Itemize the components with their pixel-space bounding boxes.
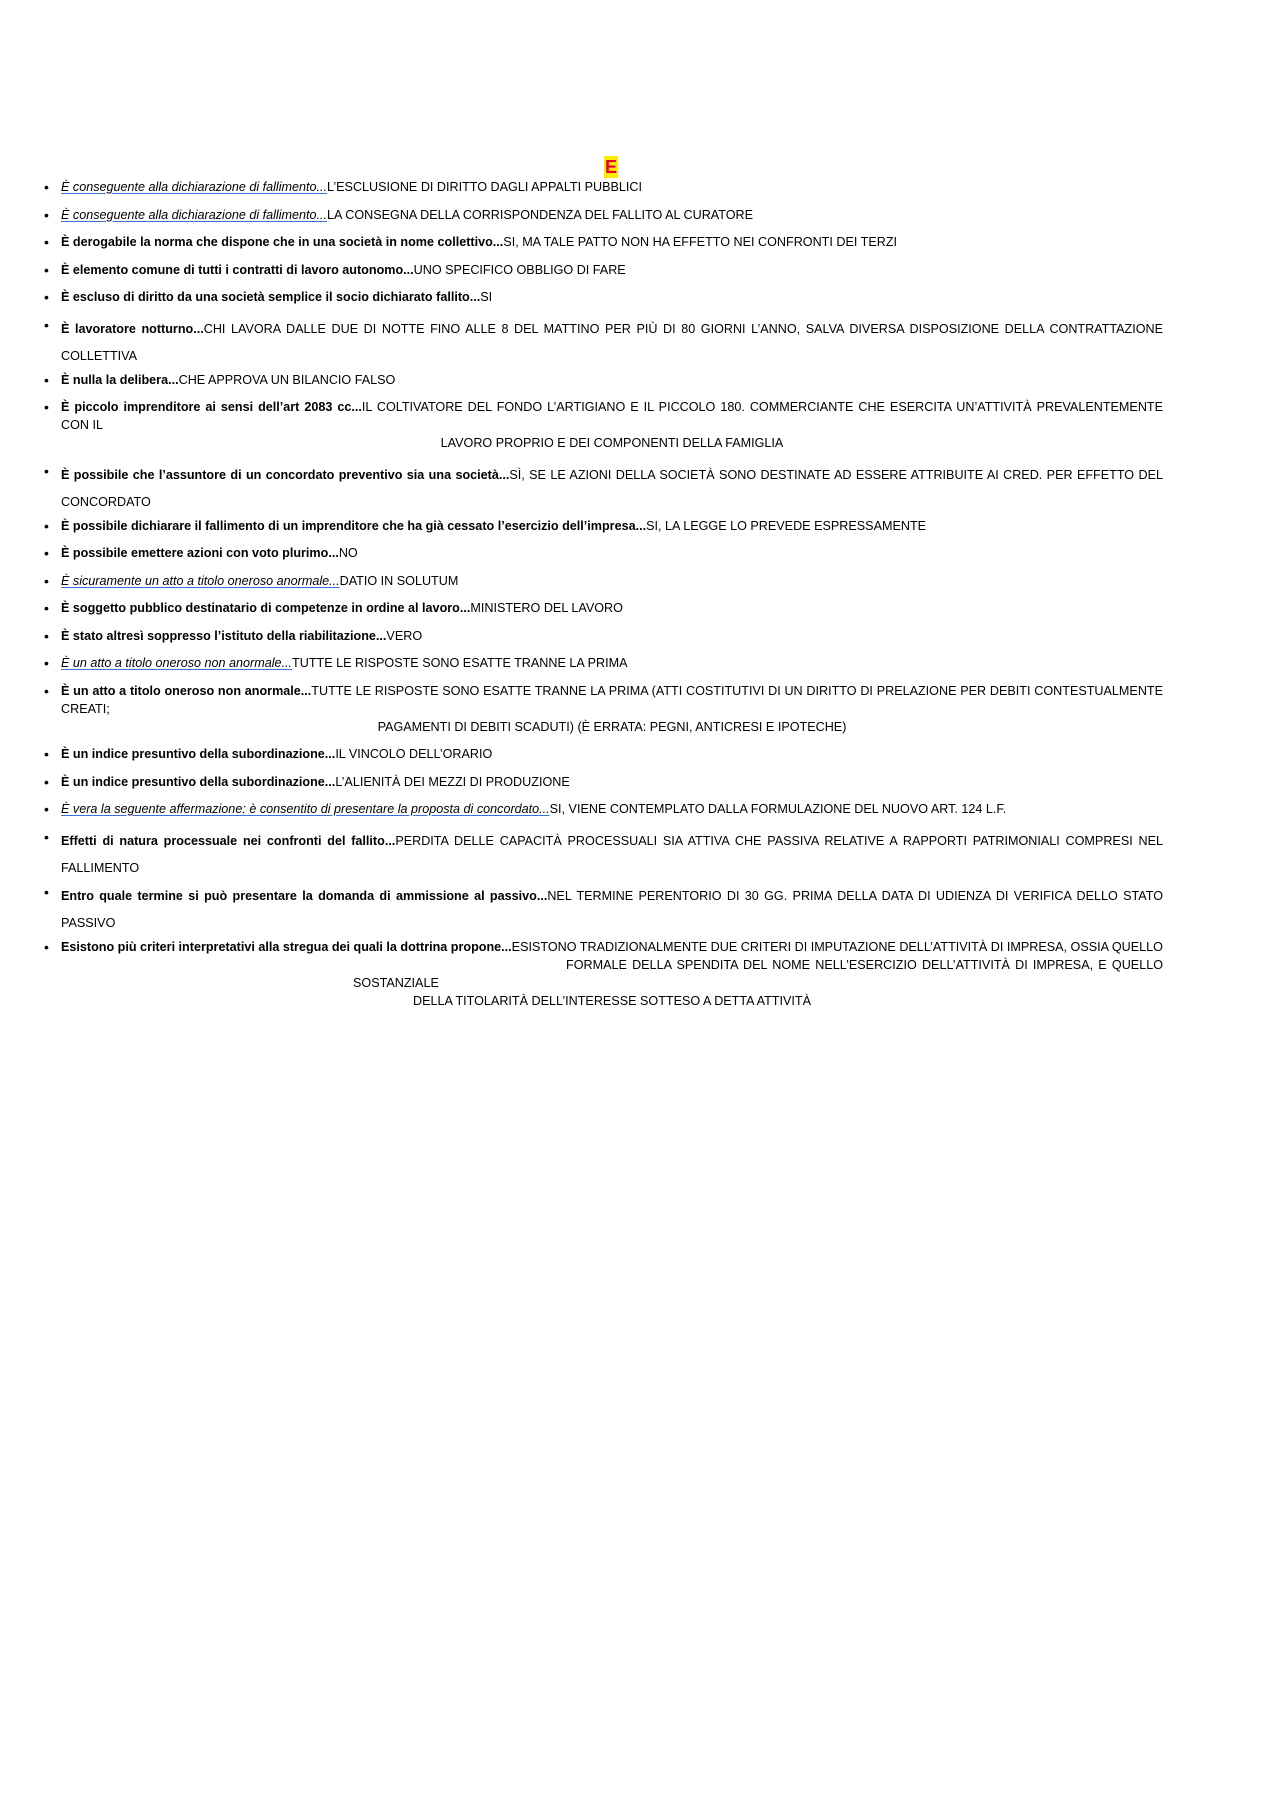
answer-text: CHE APPROVA UN BILANCIO FALSO [178,372,396,387]
question-text: È un indice presuntivo della subordinazione... [61,774,336,789]
bullet-icon: • [44,773,49,790]
list-item [0,261,1280,279]
question-text: È possibile emettere azioni con voto plurimo... [61,546,339,560]
list-item [0,462,1280,517]
list-item [0,800,1280,818]
question-text: Esistono più criteri interpretativi alla stregua dei quali la dottrina propone... [61,939,512,954]
question-text: È derogabile la norma che dispone che in una società in nome collettivo... [61,235,504,249]
answer-text: L’ESCLUSIONE DI DIRITTO DAGLI APPALTI PUBBLICI [327,180,642,194]
question-text: È vera la seguente affermazione: è consentito di presentare la proposta di concordato... [61,802,550,816]
list-item [0,938,1280,1010]
answer-text: VERO [386,628,423,643]
answer-text: MINISTERO DEL LAVORO [470,601,623,615]
question-text: Entro quale termine si può presentare la domanda di ammissione al passivo... [61,888,548,903]
answer-text: SI, MA TALE PATTO NON HA EFFETTO NEI CONFRONTI DEI TERZI [503,235,898,249]
answer-text: SÌ, SE LE AZIONI DELLA SOCIETÀ SONO DESTINATE AD ESSERE ATTRIBUITE AI CRED. PER EFFETTO DEL CONCORDATO [61,467,1163,509]
answer-text: NO [338,546,358,560]
bullet-icon: • [44,206,49,223]
section-letter: E [604,157,617,177]
bullet-icon: • [44,179,49,195]
list-item [0,745,1280,763]
list-item [0,572,1280,590]
answer-text: NEL TERMINE PERENTORIO DI 30 GG. PRIMA DELLA DATA DI UDIENZA DI VERIFICA DELLO STATO PASSIVO [61,888,1163,930]
bullet-icon: • [44,938,49,955]
list-item [0,883,1280,938]
answer-text: DATIO IN SOLUTUM [339,573,459,588]
bullet-icon: • [44,545,49,561]
question-text: È soggetto pubblico destinatario di competenze in ordine al lavoro... [61,601,471,615]
bullet-icon: • [44,655,49,671]
question-text: Effetti di natura processuale nei confronti del fallito... [61,833,396,848]
question-text: È possibile dichiarare il fallimento di un imprenditore che ha già cessato l’esercizio dell’impresa... [61,518,647,533]
bullet-icon: • [44,261,49,278]
bullet-icon: • [44,828,49,845]
answer-text: L’ALIENITÀ DEI MEZZI DI PRODUZIONE [335,774,570,789]
bullet-icon: • [44,627,49,644]
bullet-icon: • [44,316,49,333]
bullet-icon: • [44,682,49,699]
bullet-icon: • [44,462,49,479]
list-item [0,627,1280,645]
list-item [0,233,1280,251]
answer-continuation: PAGAMENTI DI DEBITI SCADUTI) (È ERRATA: PEGNI, ANTICRESI E IPOTECHE) [377,719,847,734]
answer-text: IL COLTIVATORE DEL FONDO L’ARTIGIANO E IL PICCOLO 180. COMMERCIANTE CHE ESERCITA UN’ATTIVITÀ PREVALENTEMENTE CON IL [61,400,1164,432]
question-text: È un indice presuntivo della subordinazione... [61,747,336,761]
question-text: È escluso di diritto da una società semplice il socio dichiarato fallito... [61,290,481,304]
bullet-icon: • [44,746,49,762]
list-item [0,206,1280,224]
list-item [0,178,1280,196]
list-item [0,828,1280,883]
list-item [0,654,1280,672]
answer-continuation: FORMALE DELLA SPENDITA DEL NOME NELL’ESERCIZIO DELL’ATTIVITÀ DI IMPRESA, E QUELLO [566,957,1163,972]
answer-text: IL VINCOLO DELL’ORARIO [335,747,493,761]
bullet-icon: • [44,600,49,616]
answer-text: TUTTE LE RISPOSTE SONO ESATTE TRANNE LA PRIMA [292,656,628,670]
answer-text: UNO SPECIFICO OBBLIGO DI FARE [413,262,626,277]
answer-text: SI, LA LEGGE LO PREVEDE ESPRESSAMENTE [646,518,927,533]
question-text: È stato altresì soppresso l’istituto della riabilitazione... [61,628,387,643]
question-text: È sicuramente un atto a titolo oneroso anormale... [61,573,340,588]
list-item [0,288,1280,306]
list-item [0,682,1280,736]
question-text: È elemento comune di tutti i contratti di lavoro autonomo... [61,262,414,277]
bullet-icon: • [44,883,49,900]
question-text: È possibile che l’assuntore di un concordato preventivo sia una società... [61,467,510,482]
list-item [0,316,1280,371]
list-item [0,544,1280,562]
answer-text: PERDITA DELLE CAPACITÀ PROCESSUALI SIA ATTIVA CHE PASSIVA RELATIVE A RAPPORTI PATRIMONIALI COMPRESI NEL FALLIMENTO [61,833,1163,875]
question-text: È nulla la delibera... [61,372,179,387]
bullet-icon: • [44,517,49,534]
question-text: È piccolo imprenditore ai sensi dell’art 2083 cc... [61,400,362,414]
bullet-icon: • [44,399,49,415]
answer-continuation: DELLA TITOLARITÀ DELL’INTERESSE SOTTESO A DETTA ATTIVITÀ [413,993,811,1008]
list-item [0,517,1280,535]
answer-text: CHI LAVORA DALLE DUE DI NOTTE FINO ALLE 8 DEL MATTINO PER PIÙ DI 80 GIORNI L’ANNO, SALVA DIVERSA DISPOSIZIONE DELLA CONTRATTAZIONE COLLETTIVA [61,321,1164,363]
bullet-icon: • [44,801,49,817]
bullet-icon: • [44,572,49,589]
question-text: È un atto a titolo oneroso non anormale... [61,683,312,698]
answer-continuation: SOSTANZIALE [353,975,439,990]
question-text: È conseguente alla dichiarazione di fallimento... [61,207,328,222]
list-item [0,599,1280,617]
question-text: È un atto a titolo oneroso non anormale... [61,656,293,670]
bullet-icon: • [44,371,49,388]
answer-text: SI [480,290,493,304]
bullet-icon: • [44,289,49,305]
answer-text: TUTTE LE RISPOSTE SONO ESATTE TRANNE LA PRIMA (ATTI COSTITUTIVI DI UN DIRITTO DI PRELAZIONE PER DEBITI CONTESTUALMENTE CREATI; [61,683,1164,716]
answer-continuation: LAVORO PROPRIO E DEI COMPONENTI DELLA FAMIGLIA [440,436,784,450]
list-item [0,398,1280,452]
list-item [0,371,1280,389]
question-text: È lavoratore notturno... [61,321,204,336]
question-text: È conseguente alla dichiarazione di fallimento... [61,180,328,194]
answer-text: LA CONSEGNA DELLA CORRISPONDENZA DEL FALLITO AL CURATORE [327,207,754,222]
list-item [0,773,1280,791]
bullet-icon: • [44,234,49,250]
answer-text: ESISTONO TRADIZIONALMENTE DUE CRITERI DI IMPUTAZIONE DELL’ATTIVITÀ DI IMPRESA, OSSIA QUELLO [511,939,1163,954]
answer-text: SI, VIENE CONTEMPLATO DALLA FORMULAZIONE DEL NUOVO ART. 124 L.F. [549,802,1007,816]
question-list [0,178,1280,1019]
